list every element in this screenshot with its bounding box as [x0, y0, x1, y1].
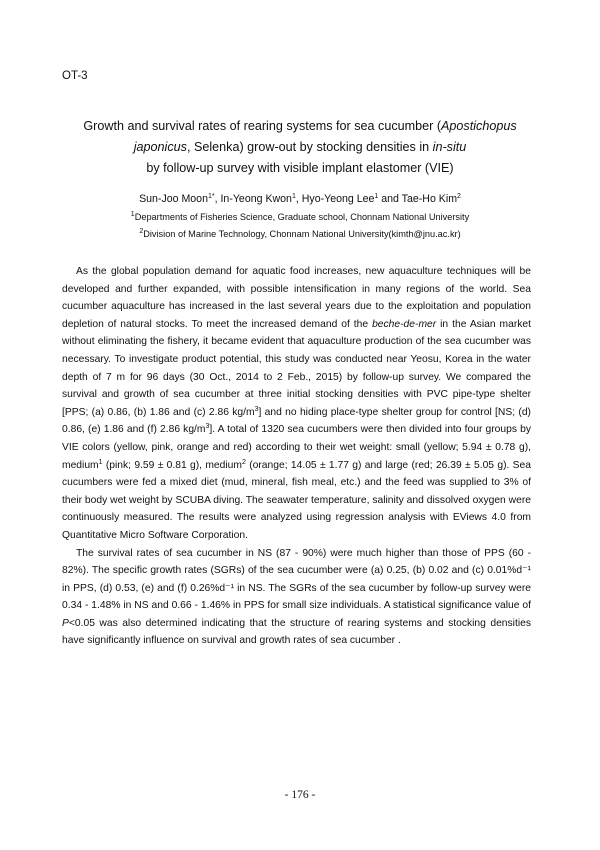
affiliation-sup: 2	[139, 228, 144, 235]
author-list	[60, 192, 540, 206]
paragraph-2	[62, 545, 531, 651]
para-sup: 2	[241, 458, 246, 466]
author-name: , Hyo-Yeong Lee	[295, 193, 375, 205]
para-italic: P	[62, 617, 69, 629]
para-text: (pink; 9.59 ± 0.81 g), medium	[102, 459, 242, 471]
author-sup: 1	[374, 193, 379, 200]
page-number: - 176 -	[284, 789, 316, 801]
para-text: ] and no hiding place-type shelter group for control [NS; (d) 0.86, (e) 1.86 and (f) 2.86 kg/m	[62, 406, 531, 436]
abstract-body	[62, 263, 531, 650]
affiliation-sup: 1	[130, 211, 135, 218]
affiliation-2	[60, 226, 540, 243]
affiliation-text: Division of Marine Technology, Chonnam National University(kimth@jnu.ac.kr)	[143, 229, 461, 239]
author-sup: 1	[291, 193, 296, 200]
author-name: , In-Yeong Kwon	[214, 193, 292, 205]
title-species-epithet: japonicus	[133, 140, 187, 154]
author-sup: 1*	[207, 193, 215, 200]
para-sup: 3	[205, 423, 210, 431]
para-text: <0.05 was also determined indicating that the structure of rearing systems and stocking densities have significantly influence on survival and growth rates of sea cucumber .	[62, 617, 531, 647]
abstract-code: OT-3	[62, 70, 88, 82]
title-text: Growth and survival rates of rearing systems for sea cucumber (	[83, 119, 442, 133]
para-sup: 3	[254, 405, 259, 413]
para-text: As the global population demand for aquatic food increases, new aquaculture techniques will be developed and further expanded, with possible intensification in many regions of the world. Sea cucumber aquaculture has increased in the last several years due to the exploitation and population depletion of natural stocks. To meet the increased demand of the	[62, 266, 531, 330]
paragraph-1	[62, 263, 531, 545]
affiliations	[60, 209, 540, 243]
title-text: by follow-up survey with visible implant elastomer (VIE)	[146, 161, 454, 175]
author-name: Sun-Joo Moon	[139, 193, 208, 205]
para-text: ]. A total of 1320 sea cucumbers were then divided into four groups by VIE colors (yellow, pink, orange and red) according to their wet weight: small (yellow; 5.94 ± 0.78 g), medium	[62, 424, 531, 471]
para-sup: 1	[98, 458, 103, 466]
para-text: (orange; 14.05 ± 1.77 g) and large (red; 26.39 ± 5.05 g). Sea cucumbers were fed a mixed diet (mud, mineral, fish meal, etc.) and the feed was supplied to 3% of their body wet weight by SCUBA diving. The seawater temperature, salinity and dissolved oxygen were continuously measured. The results were analyzed using regression analysis with EViews 4.0 from Quantitative Micro Software Corporation.	[62, 459, 532, 541]
paper-title	[60, 116, 540, 179]
affiliation-text: Departments of Fisheries Science, Graduate school, Chonnam National University	[134, 212, 470, 222]
author-name: and Tae-Ho Kim	[378, 193, 458, 205]
author-sup: 2	[457, 193, 461, 200]
para-italic: beche-de-mer	[372, 318, 437, 330]
para-text: in the Asian market without eliminating the fishery, it became evident that aquaculture production of the sea cucumber was necessary. To investigate product potential, this study was conducted near Yeosu, Korea in the water depth of 7 m for 96 days (30 Oct., 2014 to 2 Feb., 2015) by follow-up survey. We compared the survival and growth of sea cucumber at three initial stocking densities with PVC pipe-type shelter [PPS; (a) 0.86, (b) 1.86 and (c) 2.86 kg/m	[62, 318, 531, 418]
affiliation-1	[60, 209, 540, 226]
title-species-genus: Apostichopus	[441, 119, 517, 133]
title-text: , Selenka) grow-out by stocking densities in	[186, 140, 433, 154]
para-text: The survival rates of sea cucumber in NS (87 - 90%) were much higher than those of PPS (60 - 82%). The specific growth rates (SGRs) of the sea cucumber were (a) 0.25, (b) 0.02 and (c) 0.01%d⁻¹ in PPS, (d) 0.53, (e) and (f) 0.26%d⁻¹ in NS. The SGRs of the sea cucumber by follow-up survey were 0.34 - 1.48% in NS and 0.66 - 1.46% in PPS for small size individuals. A statistical significance value of	[62, 547, 531, 612]
title-in-situ: in-situ	[432, 140, 467, 154]
